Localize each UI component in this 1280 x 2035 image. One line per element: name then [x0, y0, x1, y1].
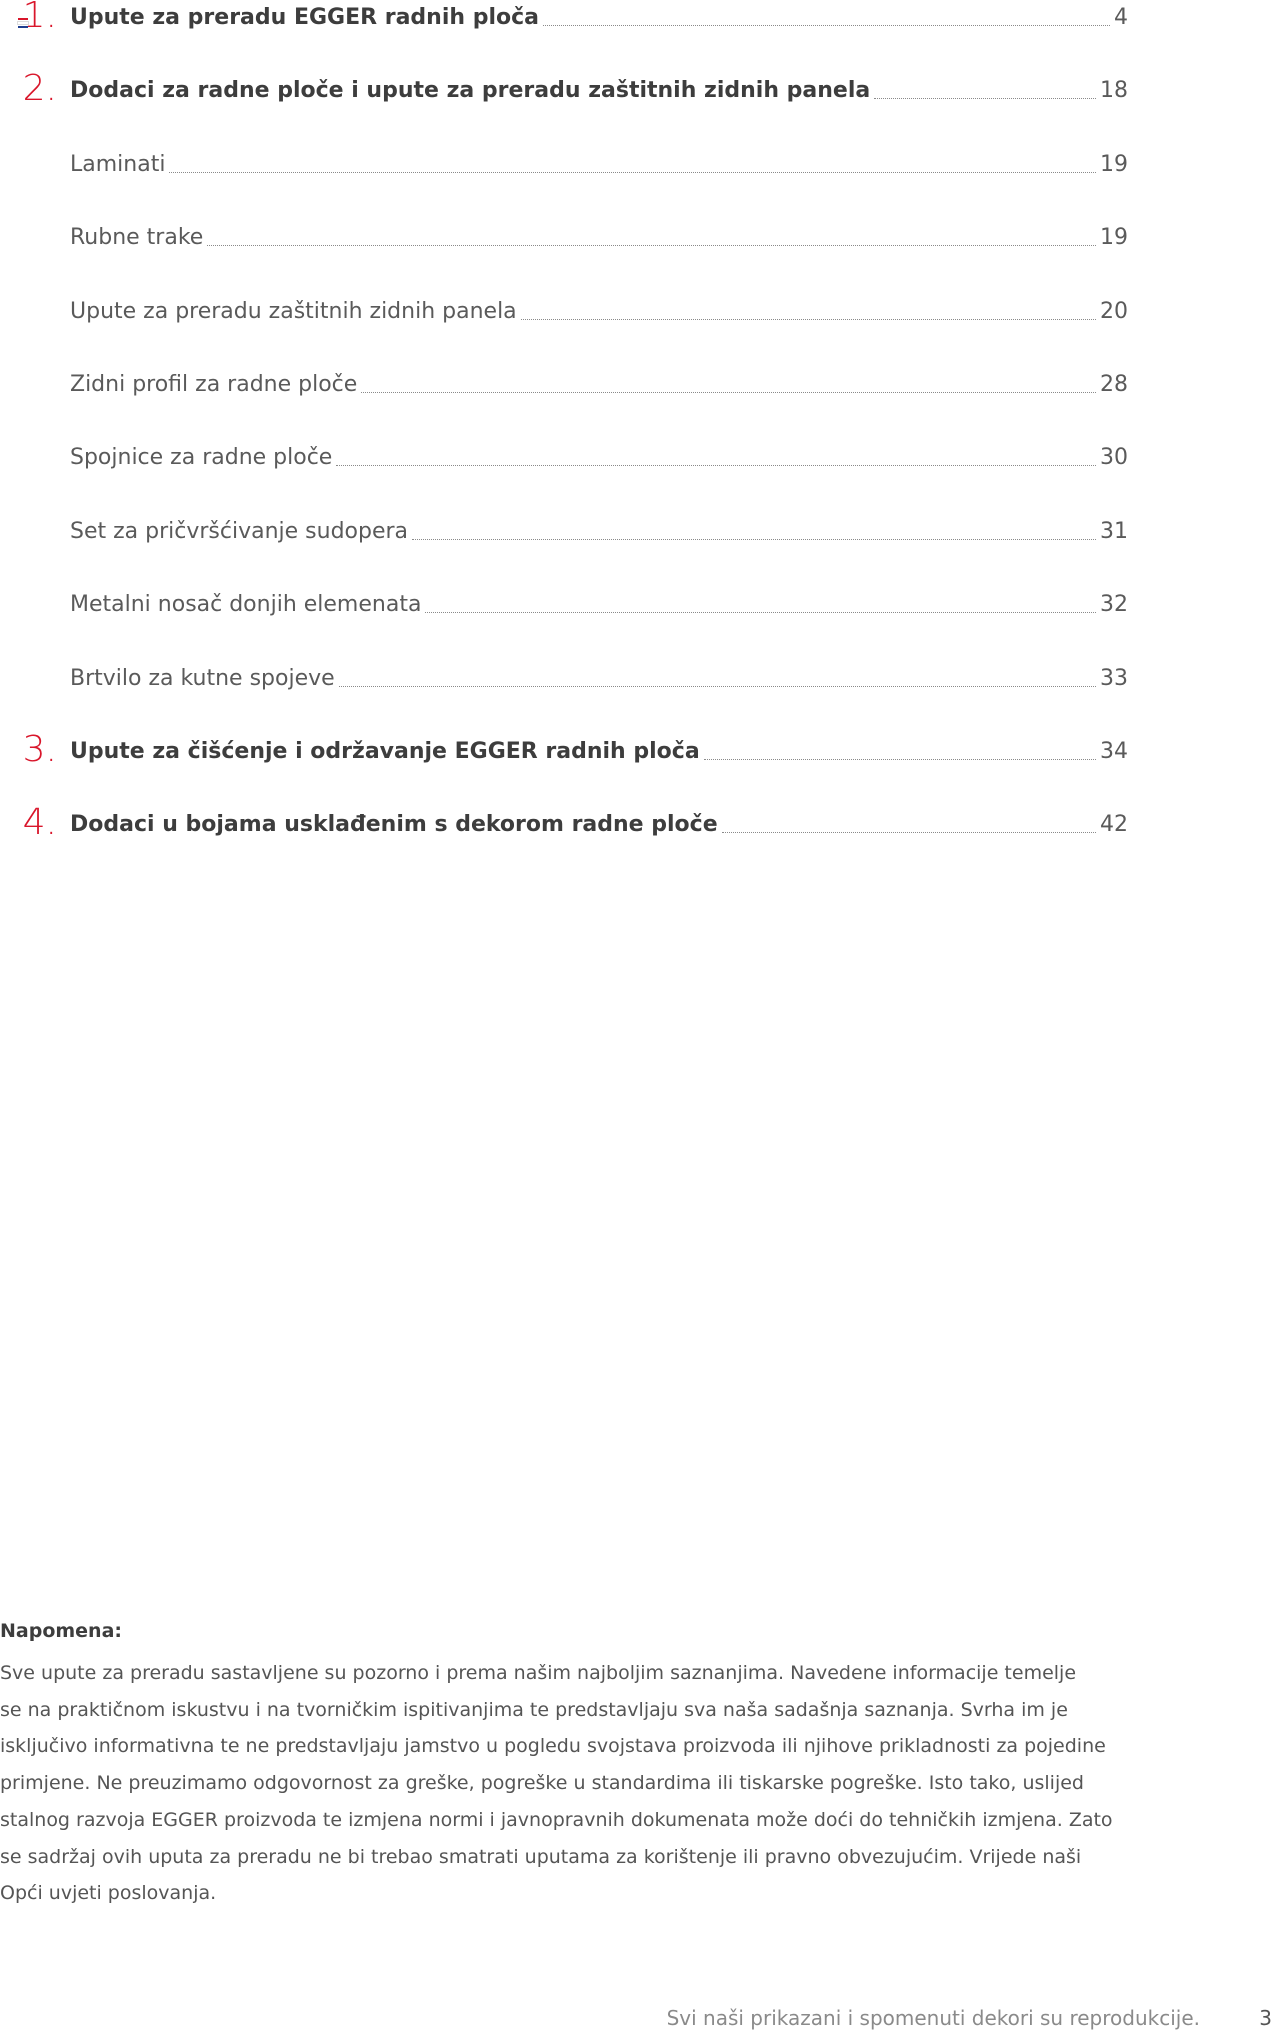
page-number: 3 [1259, 2006, 1272, 2030]
toc-label: Brtvilo za kutne spojeve [70, 665, 335, 691]
toc-dot-leader [361, 391, 1096, 393]
footer-disclaimer: Svi naši prikazani i spomenuti dekori su reprodukcije. [666, 2006, 1200, 2030]
toc-dot-leader [336, 464, 1096, 466]
toc-dot-leader [425, 611, 1096, 613]
toc-line [70, 151, 1128, 179]
toc-label: Upute za preradu zaštitnih zidnih panela [70, 298, 517, 324]
toc-entry[interactable] [0, 361, 1280, 411]
toc-label: Rubne trake [70, 225, 204, 251]
note-line: Sve upute za preradu sastavljene su pozorno i prema našim najboljim saznanjima. Navedene informacije temelje [0, 1662, 1077, 1684]
toc-entry[interactable] [0, 728, 1280, 778]
disclaimer-note [0, 1619, 1140, 1912]
toc-page-number: 19 [1100, 225, 1128, 251]
toc-line [70, 444, 1128, 472]
toc-line [70, 738, 1128, 766]
note-line: isključivo informativna te ne predstavljaju jamstvo u pogledu svojstava proizvoda ili njihove prikladnosti za pojedine [0, 1735, 1106, 1758]
toc-label: Dodaci za radne ploče i upute za preradu zaštitnih zidnih panela [70, 78, 871, 104]
toc-label: Spojnice za radne ploče [70, 445, 333, 471]
note-body [0, 1655, 1140, 1912]
toc-page-number: 42 [1100, 812, 1128, 838]
toc-page-number: 4 [1114, 5, 1128, 30]
toc-entry[interactable] [0, 141, 1280, 191]
toc-dot-leader [704, 758, 1096, 760]
toc-label: Metalni nosač donjih elemenata [70, 592, 422, 618]
note-title: Napomena: [0, 1620, 123, 1642]
toc-dot-leader [412, 538, 1096, 540]
toc-page-number: 34 [1100, 739, 1128, 764]
note-line: Opći uvjeti poslovanja. [0, 1882, 217, 1905]
toc-dot-leader [521, 318, 1096, 320]
toc-entry[interactable] [0, 655, 1280, 705]
toc-dot-leader [722, 831, 1096, 833]
toc-page-number: 32 [1100, 592, 1128, 618]
toc-entry[interactable] [0, 0, 1280, 44]
toc-chapter-number: 2. [22, 68, 57, 110]
toc-line [70, 224, 1128, 252]
toc-line [70, 371, 1128, 399]
toc-label: Upute za preradu EGGER radnih ploča [70, 5, 539, 30]
toc-line [70, 298, 1128, 326]
toc-line [70, 77, 1128, 105]
toc-line [70, 518, 1128, 546]
toc-entry[interactable] [0, 434, 1280, 484]
toc-page-number: 30 [1100, 445, 1128, 471]
toc-entry[interactable] [0, 801, 1280, 851]
toc-label: Dodaci u bojama usklađenim s dekorom radne ploče [70, 812, 718, 838]
toc-line [70, 4, 1128, 32]
toc-chapter-number: 4. [22, 802, 57, 844]
toc-line [70, 665, 1128, 693]
toc-line [70, 811, 1128, 839]
toc-page-number: 33 [1100, 665, 1128, 691]
toc-label: Laminati [70, 151, 166, 177]
toc-entry[interactable] [0, 214, 1280, 264]
toc-dot-leader [207, 244, 1096, 246]
toc-dot-leader [543, 24, 1110, 26]
toc-entry[interactable] [0, 508, 1280, 558]
toc-page-number: 19 [1100, 151, 1128, 177]
toc-label: Upute za čišćenje i održavanje EGGER radnih ploča [70, 739, 700, 764]
note-line: se na praktičnom iskustvu i na tvorničkim ispitivanjima te predstavljaju sva naša sadašnja saznanja. Svrha im je [0, 1698, 1068, 1721]
toc-chapter-number: 1. [22, 0, 57, 36]
toc-dot-leader [169, 171, 1096, 173]
toc-dot-leader [339, 685, 1096, 687]
toc-chapter-number: 3. [22, 729, 57, 770]
note-line: stalnog razvoja EGGER proizvoda te izmjena normi i javnopravnih dokumenata može doći do tehničkih izmjena. Zato [0, 1808, 1113, 1831]
note-line: se sadržaj ovih uputa za preradu ne bi trebao smatrati uputama za korištenje ili pravno obvezujućim. Vrijede naši [0, 1845, 1082, 1868]
toc-entry[interactable] [0, 288, 1280, 338]
toc-label: Set za pričvršćivanje sudopera [70, 518, 409, 544]
toc-dot-leader [874, 97, 1096, 99]
toc-page-number: 20 [1100, 298, 1128, 324]
toc-entry[interactable] [0, 67, 1280, 117]
toc-entry[interactable] [0, 581, 1280, 631]
toc-label: Zidni profil za radne ploče [70, 372, 358, 397]
toc-page-number: 18 [1100, 78, 1128, 104]
toc-page-number: 28 [1100, 372, 1128, 397]
toc-page-number: 31 [1100, 518, 1128, 544]
note-line: primjene. Ne preuzimamo odgovornost za greške, pogreške u standardima ili tiskarske pogreške. Isto tako, uslijed [0, 1772, 1084, 1795]
toc-line [70, 591, 1128, 619]
